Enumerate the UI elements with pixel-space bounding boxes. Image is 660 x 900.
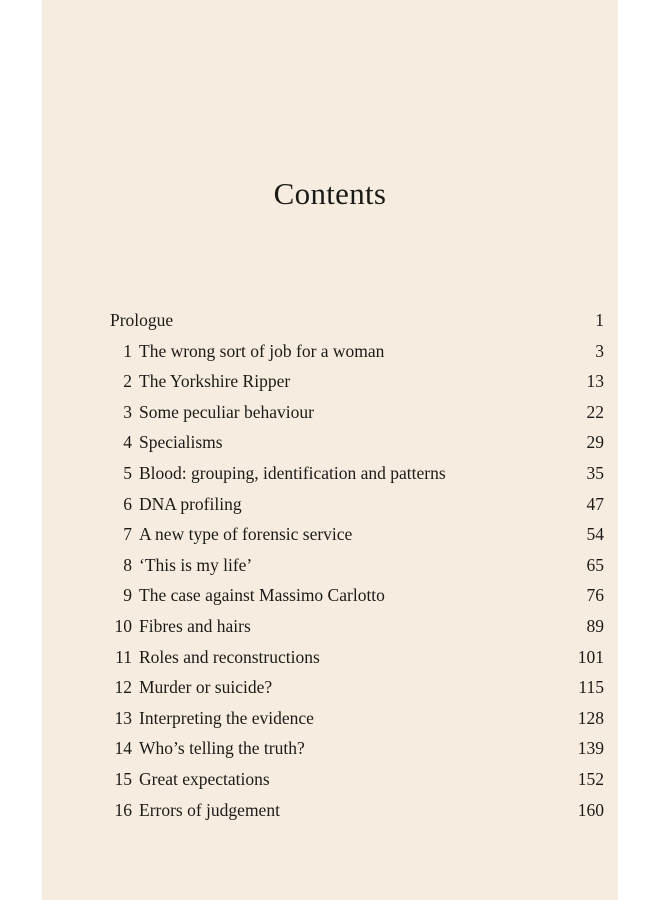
toc-entry-number: 16 — [114, 799, 132, 820]
toc-entry-page: 160 — [577, 799, 604, 820]
toc-entry-title: Fibres and hairs — [139, 615, 251, 636]
toc-entry-title: Roles and reconstructions — [139, 646, 320, 667]
page-title: Contents — [273, 176, 387, 211]
toc-entry — [110, 672, 604, 703]
toc-entry-number: 9 — [123, 585, 132, 606]
toc-entry — [110, 611, 604, 642]
toc-entry — [110, 642, 604, 673]
toc-entry-number: 10 — [114, 615, 132, 636]
toc-entry — [110, 703, 604, 734]
table-of-contents — [110, 305, 604, 825]
toc-entry — [110, 764, 604, 795]
toc-entry-page: 13 — [586, 371, 604, 392]
toc-entry-title: Murder or suicide? — [139, 677, 273, 698]
toc-entry-number: 14 — [114, 738, 132, 759]
toc-entry — [110, 580, 604, 611]
toc-entry-page: 3 — [595, 340, 604, 361]
book-page — [42, 0, 618, 900]
toc-entry-page: 115 — [578, 677, 604, 698]
toc-entry-title: Errors of judgement — [139, 799, 280, 820]
toc-entry — [110, 550, 604, 581]
toc-entry — [110, 733, 604, 764]
toc-entry-page: 54 — [586, 524, 604, 545]
toc-entry-title: The case against Massimo Carlotto — [139, 585, 385, 606]
toc-entry-number: 12 — [114, 677, 132, 698]
toc-entry-number: 5 — [123, 462, 132, 483]
toc-entry-page: 65 — [586, 554, 604, 575]
toc-entry-number: 6 — [123, 493, 132, 514]
toc-entry-page: 35 — [586, 462, 604, 483]
toc-entry-page: 76 — [586, 585, 604, 606]
toc-entry-number: 2 — [123, 371, 132, 392]
toc-entry-page: 1 — [595, 310, 604, 330]
toc-entry-title: Specialisms — [139, 432, 223, 453]
toc-entry-number: 13 — [114, 707, 132, 728]
toc-entry-page: 128 — [577, 707, 604, 728]
toc-entry-title: A new type of forensic service — [139, 524, 353, 545]
toc-entry — [110, 795, 604, 826]
toc-entry — [110, 519, 604, 550]
toc-entry-page: 29 — [586, 432, 604, 453]
toc-entry-page: 89 — [586, 615, 604, 636]
toc-entry-title: Great expectations — [139, 768, 270, 789]
toc-entry — [110, 336, 604, 367]
toc-entry-title: ‘This is my life’ — [139, 554, 253, 575]
toc-entry-page: 47 — [586, 493, 604, 514]
toc-entry-prologue — [110, 305, 604, 336]
toc-entry — [110, 489, 604, 520]
toc-entry-title: Prologue — [110, 310, 174, 330]
toc-entry-title: The Yorkshire Ripper — [139, 371, 291, 392]
toc-entry-number: 1 — [123, 340, 132, 361]
toc-entry-title: Blood: grouping, identification and patterns — [139, 462, 446, 483]
toc-entry-title: DNA profiling — [139, 493, 242, 514]
toc-entry — [110, 427, 604, 458]
toc-entry-number: 7 — [123, 524, 132, 545]
toc-entry-page: 22 — [586, 401, 604, 422]
toc-entry-number: 8 — [123, 554, 132, 575]
toc-entry-title: Some peculiar behaviour — [139, 401, 314, 422]
toc-entry-page: 152 — [577, 768, 604, 789]
toc-entry-number: 15 — [114, 768, 132, 789]
toc-entry — [110, 366, 604, 397]
toc-entry-page: 101 — [577, 646, 604, 667]
toc-entry-number: 4 — [123, 432, 132, 453]
toc-entry-page: 139 — [577, 738, 604, 759]
toc-entry-title: Who’s telling the truth? — [139, 738, 305, 759]
toc-entry-title: Interpreting the evidence — [139, 707, 314, 728]
toc-entry — [110, 458, 604, 489]
toc-entry-number: 11 — [115, 646, 132, 667]
toc-entry-number: 3 — [123, 401, 132, 422]
toc-entry — [110, 397, 604, 428]
toc-entry-title: The wrong sort of job for a woman — [139, 340, 385, 361]
